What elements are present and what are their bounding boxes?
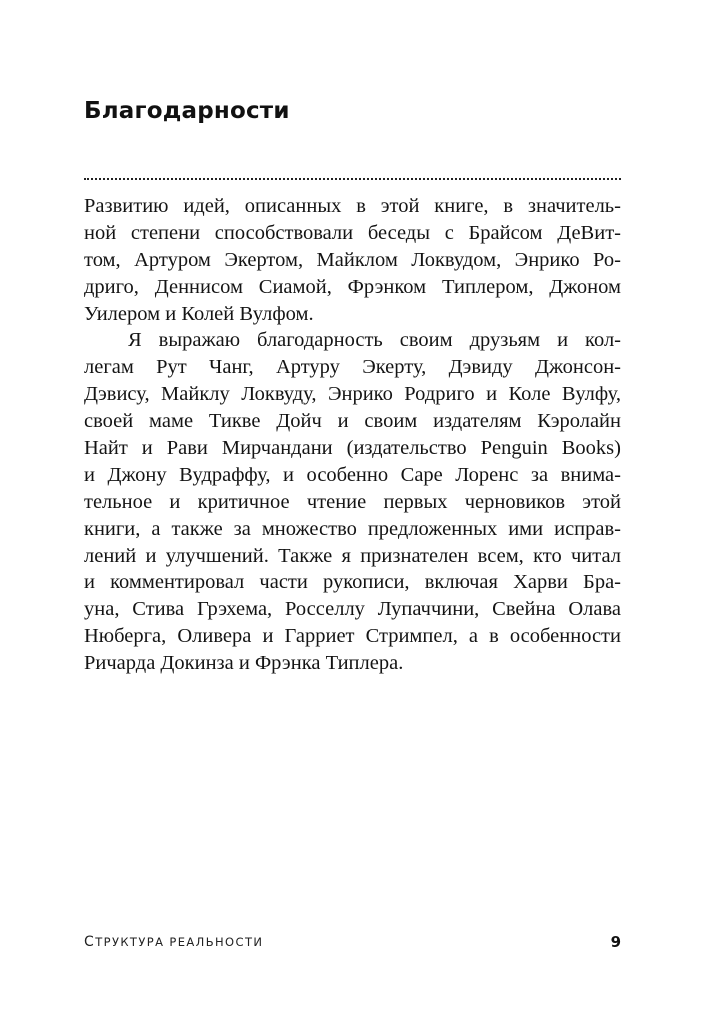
text-line: Ричарда Докинза и Фрэнка Типлера.	[84, 652, 404, 675]
text-line: Нюберга, Оливера и Гарриет Стримпел, а в особенности	[84, 625, 621, 648]
footer-title-rest: ТРУКТУРА РЕАЛЬНОСТИ	[95, 935, 264, 949]
footer-title-initial: С	[84, 934, 96, 950]
text-line: уна, Стива Грэхема, Росселлу Лупаччини, Свейна Олава	[84, 598, 621, 621]
text-line: дриго, Деннисом Сиамой, Фрэнком Типлером, Джоном	[84, 275, 621, 298]
text-line: ной степени способствовали беседы с Брайсом ДеВит-	[84, 221, 621, 244]
dotted-divider	[84, 178, 621, 180]
paragraph-1	[84, 193, 621, 327]
text-line: том, Артуром Экертом, Майклом Локвудом, Энрико Ро-	[84, 248, 621, 271]
text-line: книги, а также за множество предложенных ими исправ-	[84, 517, 621, 540]
text-line: лений и улучшений. Также я признателен всем, кто читал	[84, 544, 621, 567]
text-line: Дэвису, Майклу Локвуду, Энрико Родриго и Коле Вулфу,	[84, 383, 621, 406]
text-line: легам Рут Чанг, Артуру Экерту, Дэвиду Джонсон-	[84, 356, 621, 379]
text-line: Я выражаю благодарность своим друзьям и кол-	[128, 329, 621, 352]
body-text	[84, 193, 621, 677]
section-heading: Благодарности	[84, 98, 290, 124]
page-number: 9	[610, 933, 621, 951]
text-line: тельное и критичное чтение первых черновиков этой	[84, 490, 621, 513]
running-footer-title	[84, 934, 263, 950]
text-line: Уилером и Колей Вулфом.	[84, 302, 314, 325]
text-line: Найт и Рави Мирчандани (издательство Penguin Books)	[84, 437, 621, 460]
text-line: и комментировал части рукописи, включая Харви Бра-	[84, 571, 621, 594]
paragraph-2	[84, 327, 621, 677]
text-line: своей маме Тикве Дойч и своим издателям Кэролайн	[84, 410, 621, 433]
text-line: и Джону Вудраффу, и особенно Саре Лоренс за внима-	[84, 463, 621, 486]
text-line: Развитию идей, описанных в этой книге, в значитель-	[84, 195, 621, 217]
